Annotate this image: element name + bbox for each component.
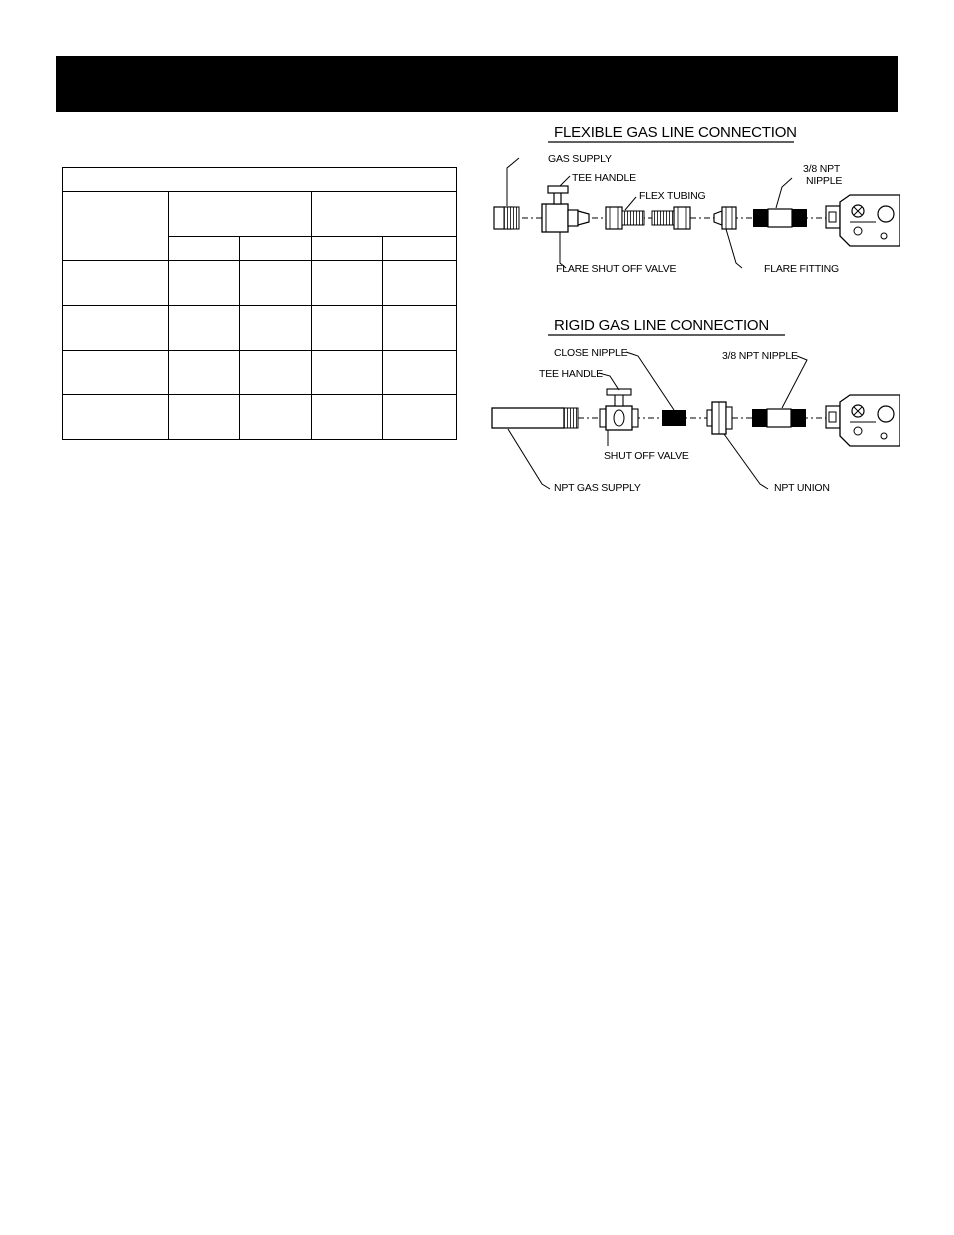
rigid-gas-valve-body (826, 395, 900, 446)
table-row (63, 306, 457, 350)
table-cell (240, 261, 311, 306)
flare-shut-off-valve (542, 186, 589, 232)
table-row (63, 261, 457, 306)
table-cell (382, 350, 456, 394)
label-rigid-tee-handle: TEE HANDLE (539, 368, 603, 380)
label-npt-nipple-line2: NIPPLE (806, 175, 843, 187)
table-cell (240, 237, 311, 261)
table-cell (63, 350, 169, 394)
table-cell (63, 394, 169, 439)
label-rigid-npt-nipple: 3/8 NPT NIPPLE (722, 350, 798, 362)
label-flex-tubing: FLEX TUBING (639, 190, 706, 202)
shut-off-valve (600, 389, 638, 430)
table-row (63, 394, 457, 439)
table-cell (382, 261, 456, 306)
gas-valve-body (826, 195, 900, 246)
label-flare-shut-off-valve: FLARE SHUT OFF VALVE (556, 263, 677, 275)
table-cell (311, 350, 382, 394)
table-cell (311, 394, 382, 439)
gas-spec-table (62, 167, 457, 440)
rigid-connection-diagram (492, 317, 900, 494)
table-cell (311, 237, 382, 261)
table-cell (240, 350, 311, 394)
table-cell (169, 261, 240, 306)
rigid-npt-nipple (752, 409, 806, 427)
table-cell (240, 306, 311, 350)
label-shut-off-valve: SHUT OFF VALVE (604, 450, 689, 462)
close-nipple (662, 410, 686, 426)
table-cell (382, 306, 456, 350)
table-cell (311, 261, 382, 306)
section-header-bar (56, 56, 898, 112)
npt-gas-supply-pipe (492, 408, 578, 428)
flexible-diagram-title: FLEXIBLE GAS LINE CONNECTION (554, 124, 797, 141)
table-cell (63, 306, 169, 350)
label-tee-handle: TEE HANDLE (572, 172, 636, 184)
table-cell (382, 237, 456, 261)
npt-nipple (753, 209, 807, 227)
label-npt-union: NPT UNION (774, 482, 830, 494)
table-cell (169, 192, 311, 237)
table-cell (311, 306, 382, 350)
label-npt-gas-supply: NPT GAS SUPPLY (554, 482, 641, 494)
label-gas-supply: GAS SUPPLY (548, 153, 612, 165)
flare-fitting (714, 207, 736, 229)
gas-line-diagram (486, 118, 900, 498)
table-cell (169, 306, 240, 350)
table-cell (169, 237, 240, 261)
table-cell (382, 394, 456, 439)
npt-union (707, 402, 732, 434)
table-cell (63, 168, 457, 192)
rigid-diagram-title: RIGID GAS LINE CONNECTION (554, 317, 770, 334)
table-title-row (63, 168, 457, 192)
label-flare-fitting: FLARE FITTING (764, 263, 839, 275)
table-cell (63, 261, 169, 306)
flexible-connection-diagram (494, 124, 900, 275)
gas-supply-stub (494, 207, 519, 229)
table-cell (311, 192, 456, 237)
table-cell (240, 394, 311, 439)
table-cell (169, 394, 240, 439)
label-close-nipple: CLOSE NIPPLE (554, 347, 628, 359)
table-cell (63, 192, 169, 261)
label-npt-nipple-line1: 3/8 NPT (803, 163, 841, 175)
table-row (63, 350, 457, 394)
table-cell (169, 350, 240, 394)
table-header-row (63, 192, 457, 237)
